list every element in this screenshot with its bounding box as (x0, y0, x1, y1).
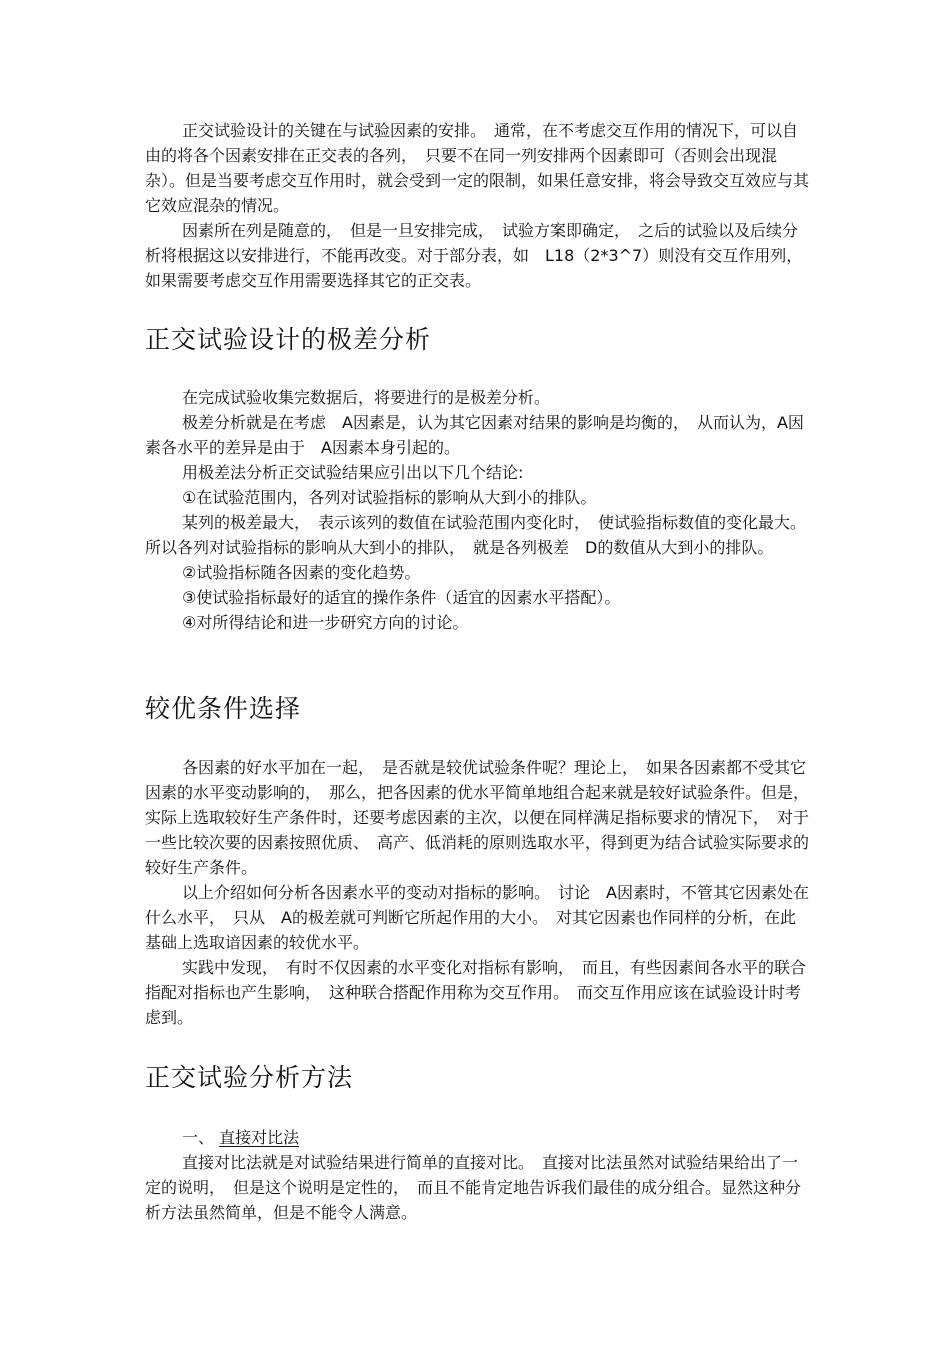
paragraph: 在完成试验收集完数据后，将要进行的是极差分析。 (182, 388, 551, 407)
list-item: ④对所得结论和进一步研究方向的讨论。 (182, 613, 469, 632)
intro-paragraph-1: 正交试验设计的关键在与试验因素的安排。 通常，在不考虑交互作用的情况下，可以自由的将各个因素安排在正交表的各列， 只要不在同一列安排两个因素即可（否则会出现混杂）。但是当要考虑交互作用时，就会受到一定的限制，如果任意安排，将会导致交互效应与其它效应混杂的情况。 (145, 121, 810, 215)
range-analysis-block (145, 385, 810, 635)
subsection-heading (145, 1125, 810, 1150)
list-item: ②试验指标随各因素的变化趋势。 (182, 563, 421, 582)
paragraph: 直接对比法就是对试验结果进行简单的直接对比。 直接对比法虽然对试验结果给出了一定的说明， 但是这个说明是定性的， 而且不能肯定地告诉我们最佳的成分组合。显然这种分析方法虽然简单，但是不能令人满意。 (145, 1153, 802, 1222)
intro-block (145, 118, 810, 293)
subsection-number: 一、 (182, 1128, 215, 1147)
list-item: ③使试验指标最好的适宜的操作条件（适宜的因素水平搭配）。 (182, 588, 621, 607)
section-heading-analysis-methods: 正交试验分析方法 (145, 1063, 354, 1092)
section-heading-optimal-conditions: 较优条件选择 (145, 694, 302, 723)
intro-paragraph-2: 因素所在列是随意的， 但是一旦安排完成， 试验方案即确定， 之后的试验以及后续分析将根据这以安排进行，不能再改变。对于部分表，如 L18（2*3^7）则没有交互作用列，如果需要考虑交互作用需要选择其它的正交表。 (145, 221, 803, 290)
paragraph: 某列的极差最大， 表示该列的数值在试验范围内变化时， 使试验指标数值的变化最大。所以各列对试验指标的影响从大到小的排队， 就是各列极差 D的数值从大到小的排队。 (145, 513, 807, 557)
section-heading-range-analysis: 正交试验设计的极差分析 (145, 325, 432, 354)
optimal-conditions-block (145, 755, 810, 1030)
paragraph: 实践中发现， 有时不仅因素的水平变化对指标有影响， 而且，有些因素间各水平的联合指配对指标也产生影响， 这种联合搭配作用称为交互作用。 而交互作用应该在试验设计时考虑到。 (145, 958, 807, 1027)
paragraph: 用极差法分析正交试验结果应引出以下几个结论: (182, 463, 524, 482)
paragraph: 以上介绍如何分析各因素水平的变动对指标的影响。 讨论 A因素时，不管其它因素处在什么水平， 只从 A的极差就可判断它所起作用的大小。 对其它因素也作同样的分析，在此基础上选取谙因素的较优水平。 (145, 883, 809, 952)
paragraph: 各因素的好水平加在一起， 是否就是较优试验条件呢？理论上， 如果各因素都不受其它因素的水平变动影响的， 那么，把各因素的优水平简单地组合起来就是较好试验条件。但是，实际上选取较好生产条件时，还要考虑因素的主次，以便在同样满足指标要求的情况下， 对于一些比较次要的因素按照优质、 高产、低消耗的原则选取水平，得到更为结合试验实际要求的较好生产条件。 (145, 758, 810, 877)
paragraph: 极差分析就是在考虑 A因素是，认为其它因素对结果的影响是均衡的， 从而认为，A因素各水平的差异是由于 A因素本身引起的。 (145, 413, 804, 457)
list-item: ①在试验范围内，各列对试验指标的影响从大到小的排队。 (182, 488, 597, 507)
subsection-title: 直接对比法 (219, 1128, 300, 1147)
analysis-methods-block (145, 1125, 810, 1225)
